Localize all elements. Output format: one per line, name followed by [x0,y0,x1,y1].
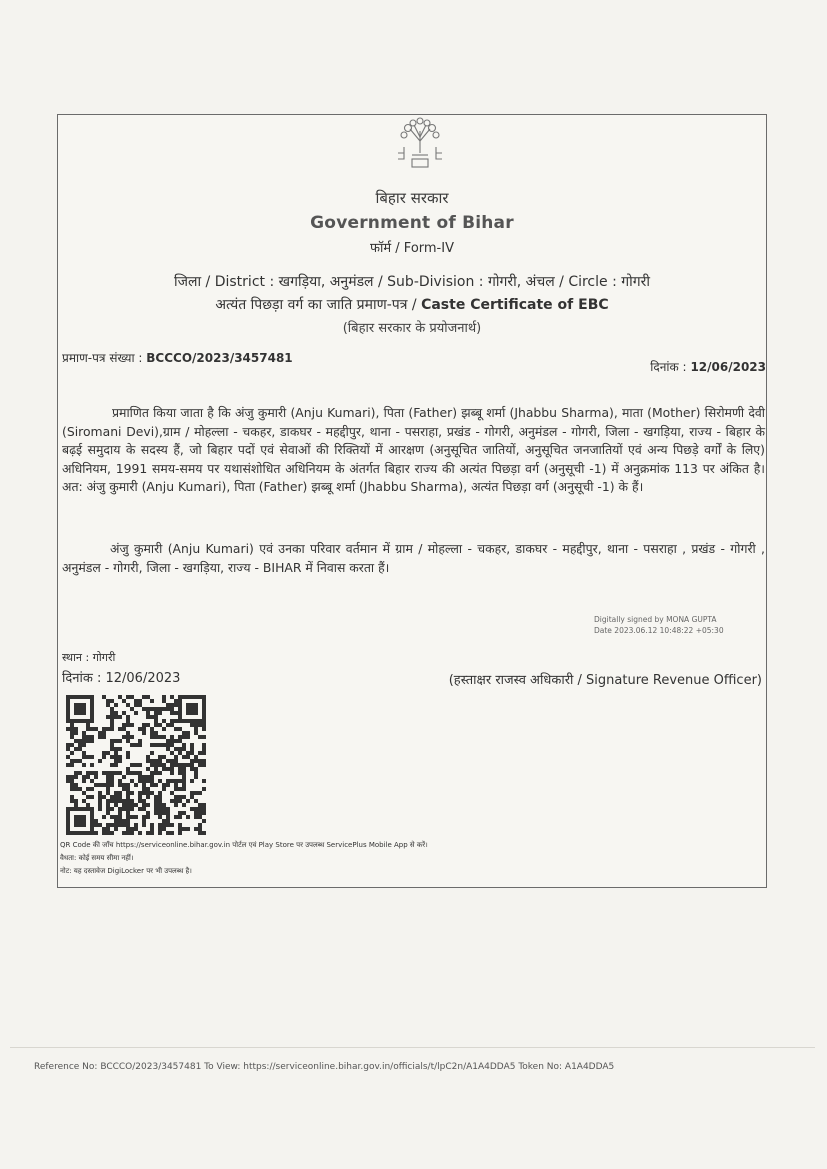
subdivision-label: अनुमंडल / Sub-Division : [329,274,484,290]
qr-verification-note: QR Code की जाँच https://serviceonline.bihar.gov.in पोर्टल एवं Play Store पर उपलब्ध ServicePlus Mobile App से करें। [60,841,428,849]
qr-code-icon[interactable] [66,695,206,835]
certificate-title-hindi: अत्यंत पिछड़ा वर्ग का जाति प्रमाण-पत्र / [215,297,417,313]
certificate-number-value: BCCCO/2023/3457481 [146,351,293,365]
digital-signature-signer: Digitally signed by MONA GUPTA [594,615,717,624]
subdivision-value: गोगरी, [487,274,522,290]
footer-reference: Reference No: BCCCO/2023/3457481 To View: https://serviceonline.bihar.gov.in/officials/t/lpC2n/A1A4DDA5 Token No: A1A4DDA5 [34,1062,615,1072]
certification-paragraph: प्रमाणित किया जाता है कि अंजु कुमारी (Anju Kumari), पिता (Father) झब्बू शर्मा (Jhabbu Sharma), माता (Mother) सिरोमणी देवी (Siromani Devi),ग्राम / मोहल्ला - चकहर, डाकघर - महद्दीपुर, थाना - पसराहा, प्रखंड - गोगरी, अनुमंडल - गोगरी, जिला - खगड़िया, राज्य - बिहार के बढ़ई समुदाय के सदस्य हैं, जो बिहार पदों एवं सेवाओं की रिक्तियों में आरक्षण (अनुसूचित जातियों, अनुसूचित जनजातियों एवं अन्य पिछड़े वर्गों के लिए) अधिनियम, 1991 समय-समय पर यथासंशोधित अधिनियम के अंतर्गत बिहार राज्य की अत्यंत पिछड़ा वर्ग (अनुसूची -1) में अनुक्रमांक 113 पर अंकित है। अत: अंजु कुमारी (Anju Kumari), पिता (Father) झब्बू शर्मा (Jhabbu Sharma), अत्यंत पिछड़ा वर्ग (अनुसूची -1) के हैं। [62,405,765,494]
issue-date-label: दिनांक : [650,360,687,374]
certificate-title [57,295,767,314]
footer-divider [10,1047,815,1048]
district-value: खगड़िया, [278,274,326,290]
digital-signature-date: Date 2023.06.12 10:48:22 +05:30 [594,626,724,635]
signature-date: दिनांक : 12/06/2023 [62,671,181,686]
circle-label: अंचल / Circle : [525,274,617,290]
issue-date [650,358,766,375]
certificate-number-label: प्रमाण-पत्र संख्या : [62,351,143,365]
certificate-title-english: Caste Certificate of EBC [421,297,609,313]
district-line [57,272,767,291]
form-number: फॉर्म / Form-IV [370,241,454,256]
certificate-purpose: (बिहार सरकार के प्रयोजनार्थ) [342,321,482,336]
district-label: जिला / District : [173,274,275,290]
signature-revenue-officer: (हस्ताक्षर राजस्व अधिकारी / Signature Revenue Officer) [448,673,762,688]
bihar-emblem-icon [392,117,448,173]
qr-modules [66,695,206,835]
government-title-hindi: बिहार सरकार [375,189,449,207]
validity-note: वैधता: कोई समय सीमा नहीं। [60,854,134,862]
certificate-number [62,349,293,366]
digital-signature [594,614,724,636]
residence-paragraph: अंजु कुमारी (Anju Kumari) एवं उनका परिवार वर्तमान में ग्राम / मोहल्ला - चकहर, डाकघर - महद्दीपुर, थाना - पसराहा , प्रखंड - गोगरी , अनुमंडल - गोगरी, जिला - खगड़िया, राज्य - BIHAR में निवास करता हैं। [62,541,765,575]
digilocker-note: नोट: यह दस्तावेज DigiLocker पर भी उपलब्ध है। [60,867,192,875]
government-title-english: Government of Bihar [310,213,514,233]
issue-date-value: 12/06/2023 [690,360,766,374]
place: स्थान : गोगरी [62,651,116,664]
circle-value: गोगरी [621,274,651,290]
